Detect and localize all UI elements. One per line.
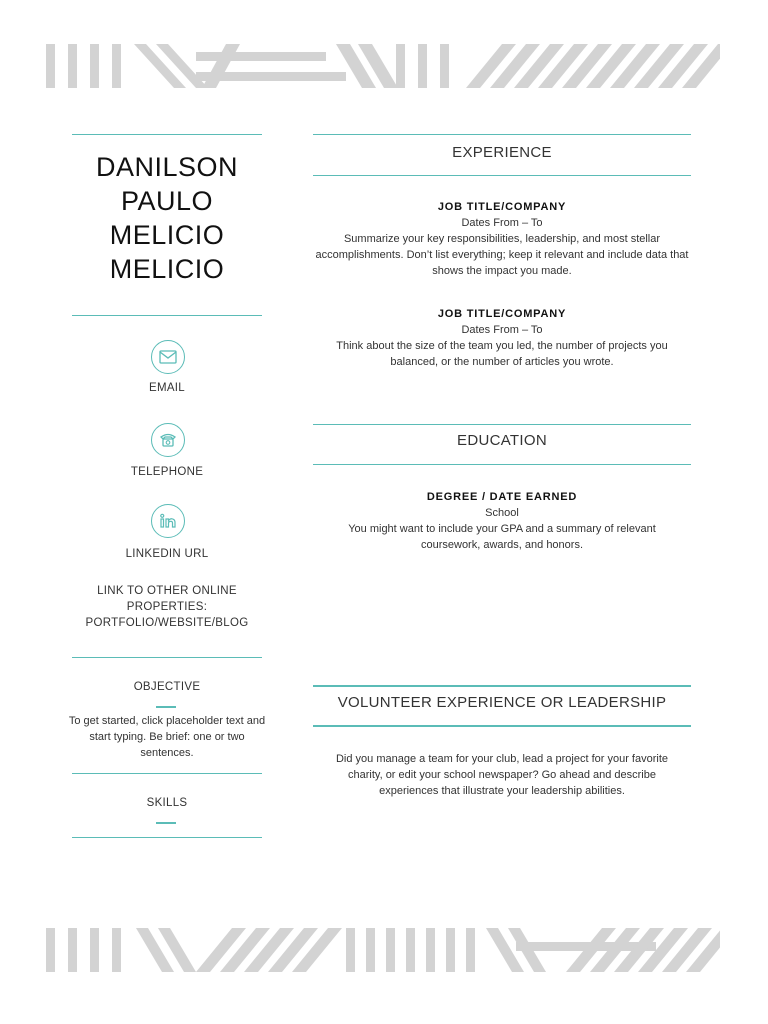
objective-heading: OBJECTIVE [133,681,201,693]
name-line: DANILSON [95,152,239,182]
education-entry [313,489,691,553]
divider [313,134,691,135]
education-heading: EDUCATION [457,432,547,449]
divider [313,464,691,465]
divider [313,725,691,727]
skills-heading: SKILLS [146,797,188,809]
telephone-icon [151,423,185,457]
volunteer-entry [313,751,691,799]
name-line: MELICIO [109,220,225,250]
divider [72,657,262,658]
divider [313,175,691,176]
job-description: Summarize your key responsibilities, leadership, and most stellar accomplishments. Don’t list everything; keep it relevant and include data that shows the impact you made. [315,233,689,277]
divider [72,315,262,316]
applicant-name [72,150,262,286]
job-description: Think about the size of the team you led, the number of projects you balanced, or the number of articles you wrote. [336,340,668,368]
volunteer-heading: VOLUNTEER EXPERIENCE OR LEADERSHIP [337,694,667,711]
job-title: JOB TITLE/COMPANY [437,308,567,320]
linkedin-label: LINKEDIN URL [125,548,209,560]
name-line: MELICIO [109,254,225,284]
divider [313,424,691,425]
other-properties-line: PORTFOLIO/WEBSITE/BLOG [85,617,249,629]
divider [72,837,262,838]
job-entry [313,199,691,279]
accent-bar [156,706,176,708]
school-name: School [485,507,519,519]
divider [72,773,262,774]
other-properties-line: PROPERTIES: [126,601,208,613]
job-entry [313,306,691,370]
envelope-icon [151,340,185,374]
education-description: You might want to include your GPA and a summary of relevant coursework, awards, and honors. [348,523,656,551]
divider [313,685,691,687]
degree-title: DEGREE / DATE EARNED [426,491,578,503]
email-label: EMAIL [148,382,185,394]
experience-heading: EXPERIENCE [452,144,552,161]
telephone-label: TELEPHONE [130,466,204,478]
accent-bar [156,822,176,824]
objective-text: To get started, click placeholder text and start typing. Be brief: one or two sentences. [68,715,266,759]
job-title: JOB TITLE/COMPANY [437,201,567,213]
bottom-stripe-band [46,928,720,972]
job-dates: Dates From – To [461,217,543,229]
top-stripe-band [46,44,720,88]
job-dates: Dates From – To [461,324,543,336]
other-properties-line: LINK TO OTHER ONLINE [97,585,237,597]
other-online-properties [72,583,262,631]
linkedin-icon [151,504,185,538]
volunteer-description: Did you manage a team for your club, lead a project for your favorite charity, or edit your school newspaper? Go ahead and describe experiences that illustrate your leadership abilities. [335,753,668,797]
divider [72,134,262,135]
name-line: PAULO [120,186,214,216]
